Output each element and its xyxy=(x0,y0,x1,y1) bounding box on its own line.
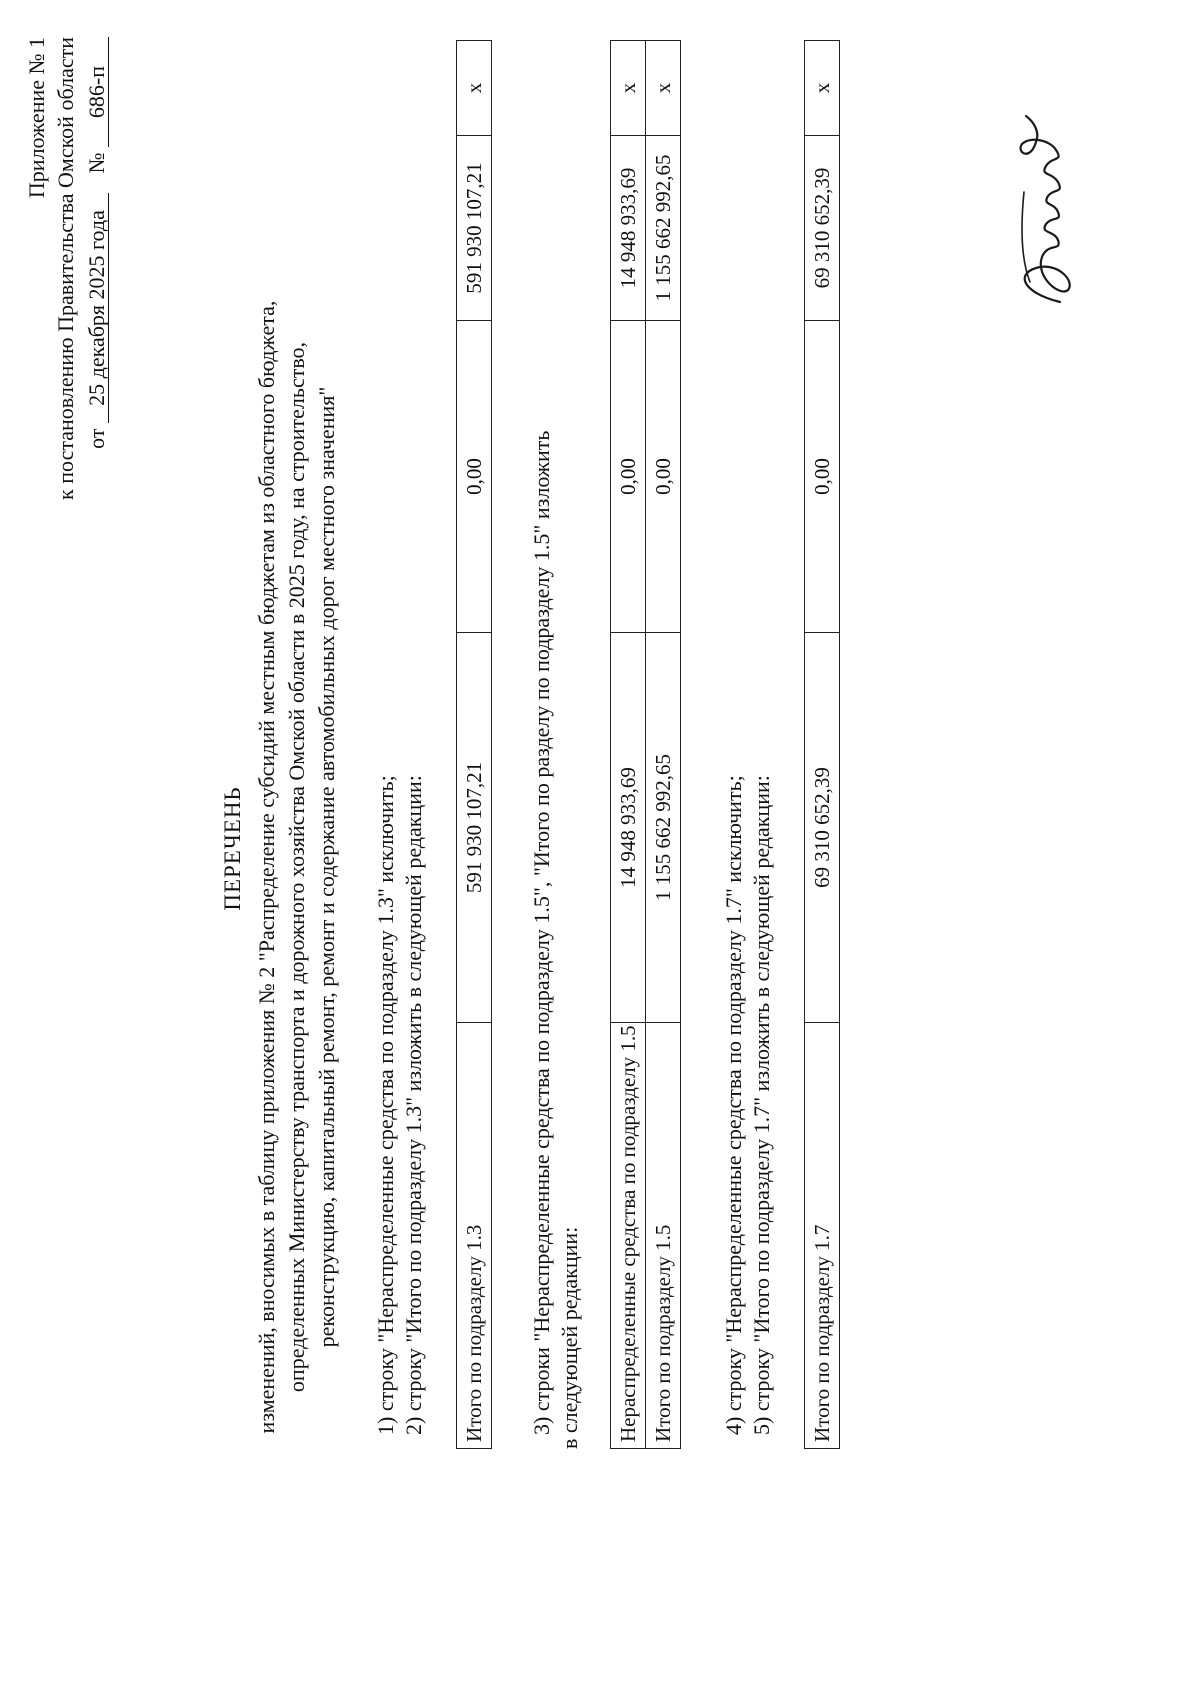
subtitle-line-1: изменений, вносимых в таблицу приложения № 2 "Распределение субсидий местным бюджетам из областного бюджета, xyxy=(254,300,279,1434)
amount-total: 69 310 652,39 xyxy=(805,633,840,1023)
table-row xyxy=(611,41,646,1449)
decree-date: 25 декабря 2025 года xyxy=(86,193,109,423)
table-subsection-1-3 xyxy=(456,40,492,1449)
subtitle-line-3: реконструкцию, капитальный ремонт, ремонт и содержание автомобильных дорог местного значения" xyxy=(314,386,339,1348)
decree-number: 686-п xyxy=(86,37,109,147)
mark-x: х xyxy=(457,41,492,136)
table-row xyxy=(646,41,681,1449)
item-2: 2) строку "Итого по подразделу 1.3" изложить в следующей редакции: xyxy=(401,775,426,1435)
row-label: Итого по подразделу 1.7 xyxy=(805,1023,840,1449)
document-subtitle xyxy=(252,217,342,1517)
amount-allocated: 1 155 662 992,65 xyxy=(646,136,681,321)
table-row xyxy=(805,41,840,1449)
row-label: Итого по подразделу 1.3 xyxy=(457,1023,492,1449)
appendix-header xyxy=(22,37,111,617)
item-5: 5) строку "Итого по подразделу 1.7" изложить в следующей редакции: xyxy=(749,775,774,1435)
table-row xyxy=(457,41,492,1449)
amount-allocated: 69 310 652,39 xyxy=(805,136,840,321)
table-subsection-1-5 xyxy=(610,40,681,1449)
items-4-5 xyxy=(720,235,776,1435)
mark-x: х xyxy=(805,41,840,136)
items-1-2 xyxy=(372,235,428,1435)
amount-zero: 0,00 xyxy=(611,321,646,633)
item-3 xyxy=(528,45,556,1435)
amount-total: 1 155 662 992,65 xyxy=(646,633,681,1023)
item-3-line-1: 3) строки "Нераспределенные средства по подразделу 1.5", "Итого по разделу по подразделу 1.5" изложить xyxy=(529,430,554,1435)
signature-icon xyxy=(1000,112,1090,312)
amount-allocated: 591 930 107,21 xyxy=(457,136,492,321)
item-1: 1) строку "Нераспределенные средства по подразделу 1.3" исключить; xyxy=(373,775,398,1435)
amount-allocated: 14 948 933,69 xyxy=(611,136,646,321)
item-4: 4) строку "Нераспределенные средства по подразделу 1.7" исключить; xyxy=(721,775,746,1435)
row-label: Итого по подразделу 1.5 xyxy=(646,1023,681,1449)
item-3-continuation: в следующей редакции: xyxy=(557,1226,582,1449)
from-label: от xyxy=(84,428,109,449)
number-label: № xyxy=(84,152,109,174)
document-title: ПЕРЕЧЕНЬ xyxy=(220,786,245,911)
table-subsection-1-7 xyxy=(804,40,840,1449)
appendix-number: Приложение № 1 xyxy=(24,37,49,199)
mark-x: х xyxy=(611,41,646,136)
amount-total: 591 930 107,21 xyxy=(457,633,492,1023)
decree-date-line xyxy=(82,37,111,617)
row-label: Нераспределенные средства по подразделу 1.5 xyxy=(611,1023,646,1449)
amount-zero: 0,00 xyxy=(457,321,492,633)
amount-zero: 0,00 xyxy=(646,321,681,633)
amount-zero: 0,00 xyxy=(805,321,840,633)
subtitle-line-2: определенных Министерству транспорта и дорожного хозяйства Омской области в 2025 году, на строительство, xyxy=(284,341,309,1393)
mark-x: х xyxy=(646,41,681,136)
amount-total: 14 948 933,69 xyxy=(611,633,646,1023)
decree-reference: к постановлению Правительства Омской области xyxy=(53,37,78,500)
